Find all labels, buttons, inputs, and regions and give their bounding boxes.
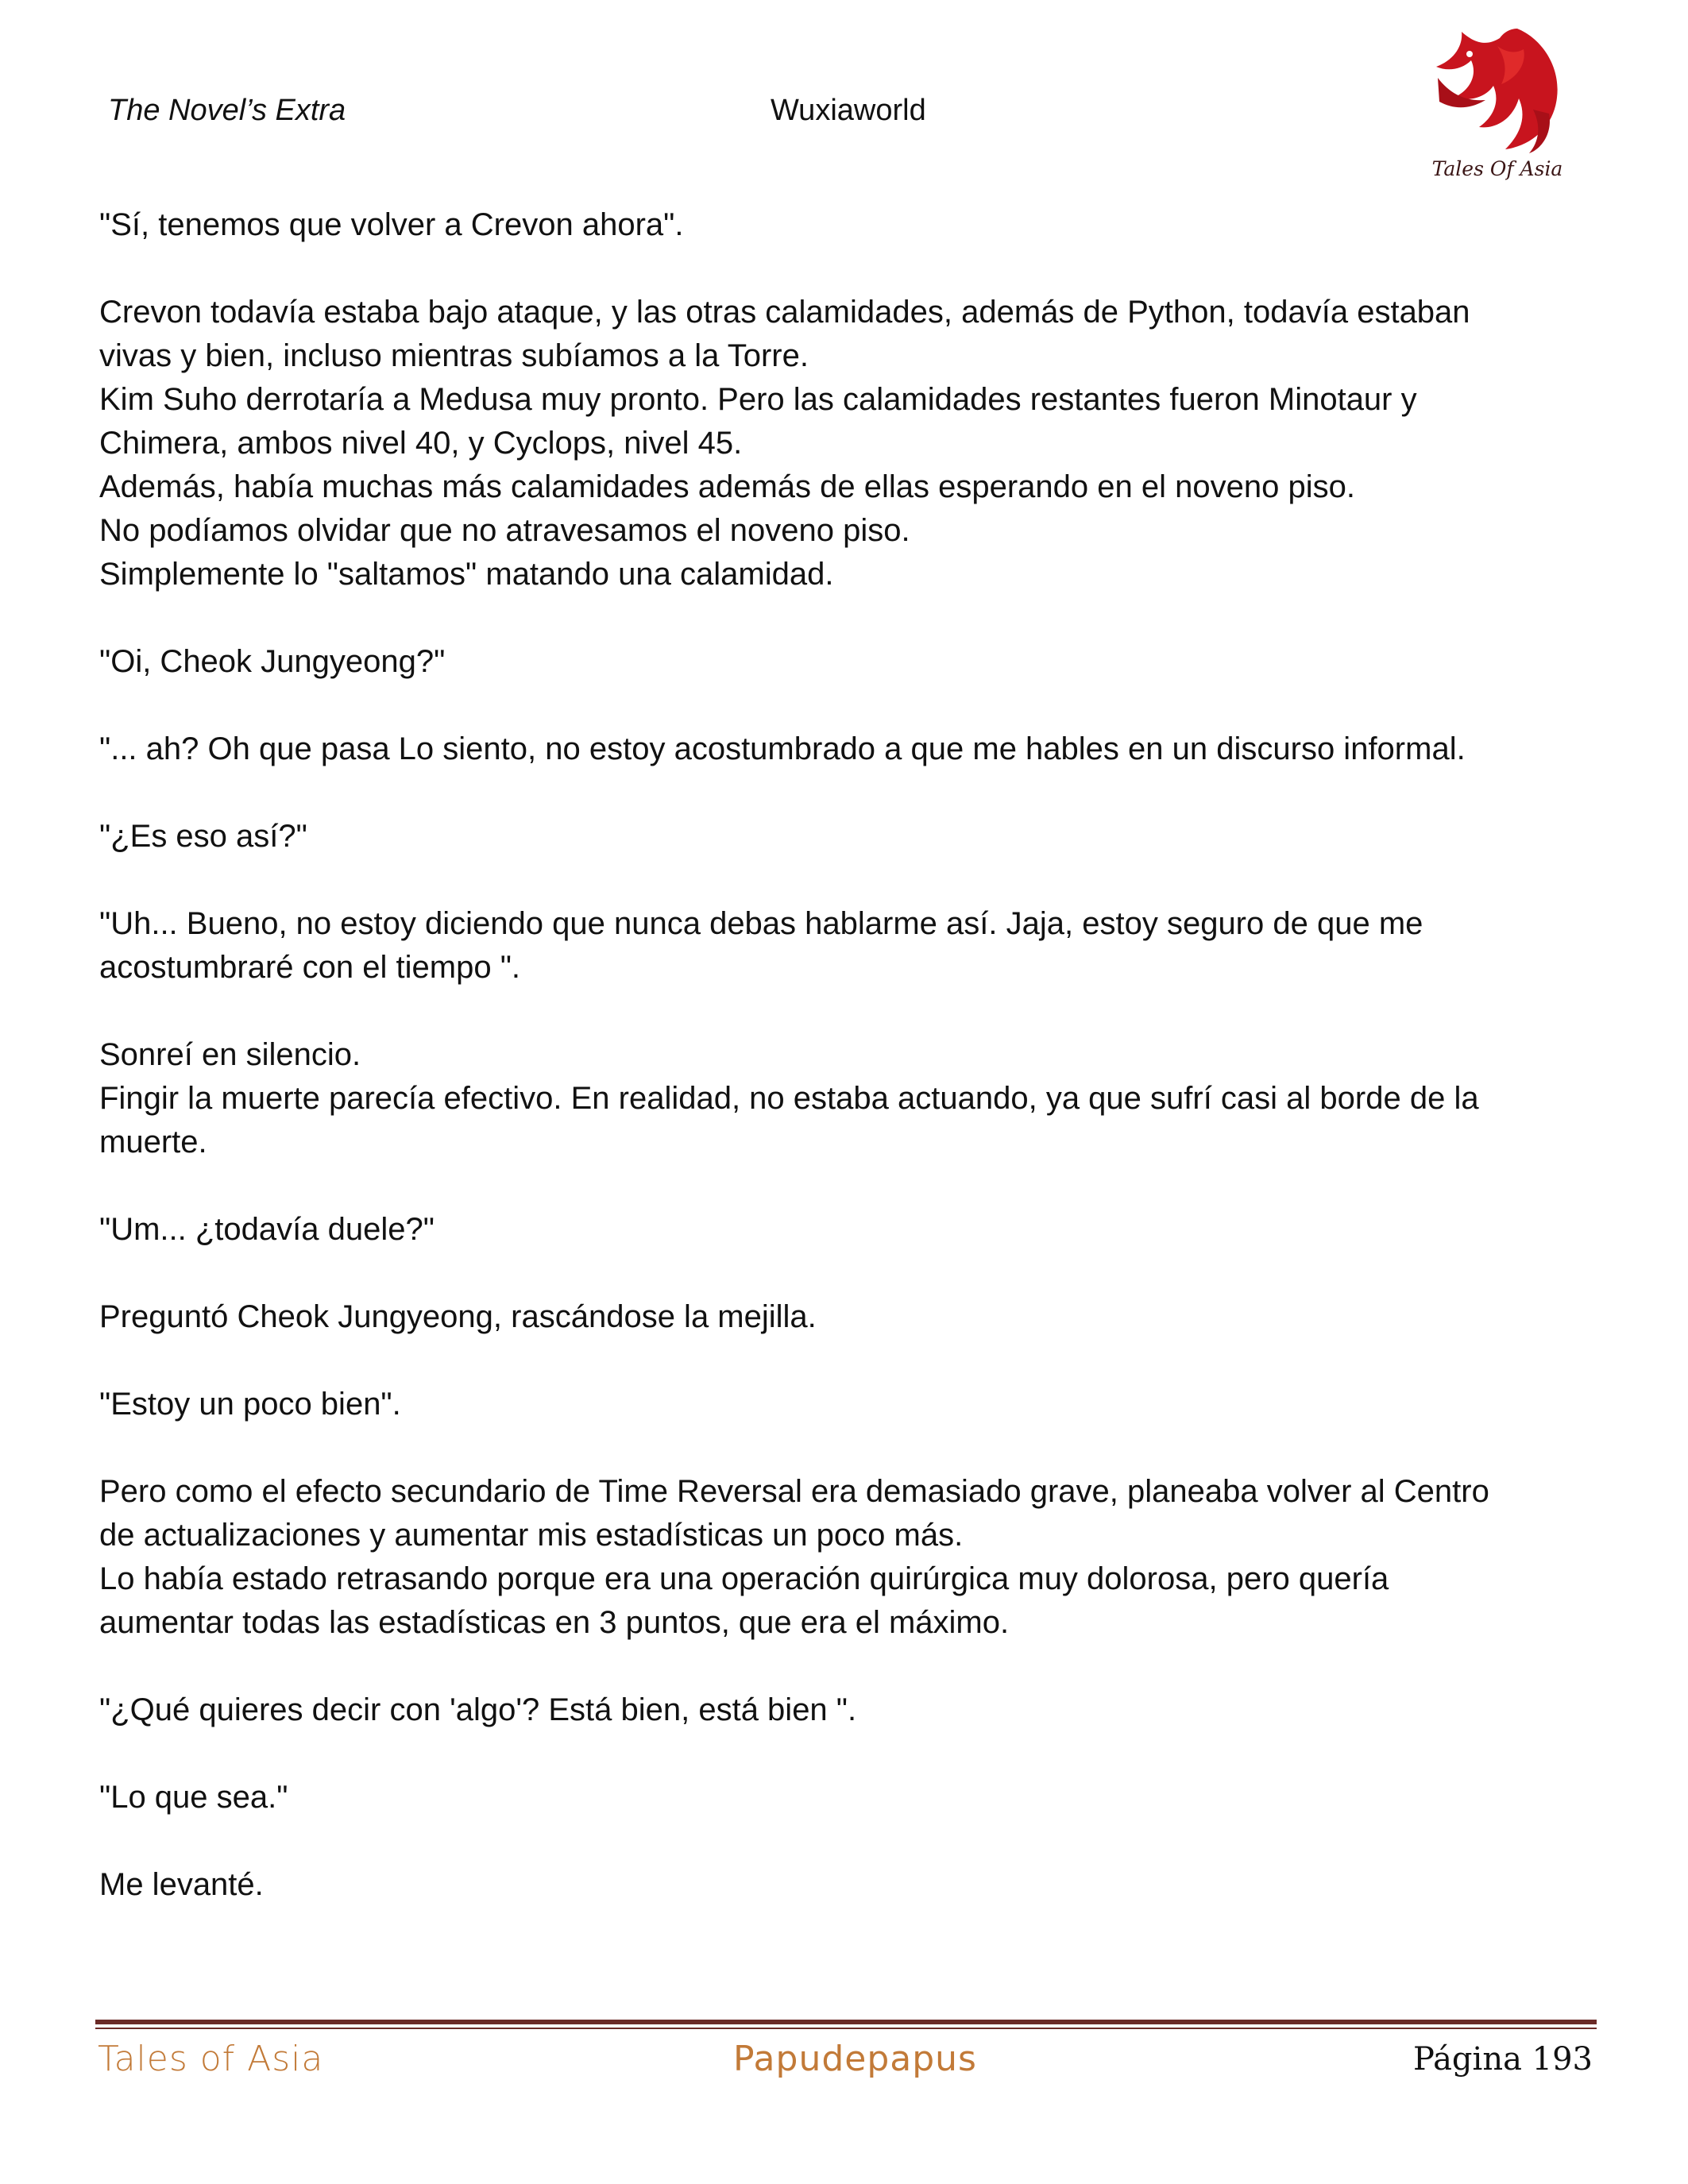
text-line: Fingir la muerte parecía efectivo. En realidad, no estaba actuando, ya que sufrí casi al borde de la xyxy=(99,1081,1479,1116)
paragraph-gap xyxy=(99,1252,1561,1295)
text-line: No podíamos olvidar que no atravesamos el noveno piso. xyxy=(99,513,910,548)
paragraph-gap xyxy=(99,247,1561,291)
paragraph-gap xyxy=(99,684,1561,727)
paragraph-gap xyxy=(99,1164,1561,1208)
text-line: Me levanté. xyxy=(99,1867,264,1902)
text-line: acostumbraré con el tiempo ". xyxy=(99,950,520,985)
footer-translator: Papudepapus xyxy=(733,2039,977,2079)
paragraph-gap xyxy=(99,1426,1561,1470)
text-line: Crevon todavía estaba bajo ataque, y las otras calamidades, además de Python, todavía estaban xyxy=(99,295,1470,330)
page-number: Página 193 xyxy=(1412,2041,1593,2078)
paragraph-gap xyxy=(99,1732,1561,1776)
text-line: "Um... ¿todavía duele?" xyxy=(99,1212,435,1247)
text-line: "Lo que sea." xyxy=(99,1780,288,1815)
text-line: de actualizaciones y aumentar mis estadísticas un poco más. xyxy=(99,1518,964,1553)
paragraph-gap xyxy=(99,990,1561,1033)
text-line: "Oi, Cheok Jungyeong?" xyxy=(99,644,446,679)
paragraph-gap xyxy=(99,1645,1561,1688)
text-line: "Estoy un poco bien". xyxy=(99,1387,401,1422)
footer-rule-thin xyxy=(95,2028,1597,2029)
text-line: Lo había estado retrasando porque era una operación quirúrgica muy dolorosa, pero quería xyxy=(99,1561,1389,1596)
dragon-logo-icon xyxy=(1422,22,1573,161)
footer-left-text: Tales of Asia xyxy=(98,2039,324,2079)
paragraph-gap xyxy=(99,1819,1561,1863)
paragraph-gap xyxy=(99,596,1561,640)
text-line: "¿Qué quieres decir con 'algo'? Está bien, está bien ". xyxy=(99,1692,857,1727)
text-line: "... ah? Oh que pasa Lo siento, no estoy acostumbrado a que me hables en un discurso informal. xyxy=(99,731,1466,766)
text-line: Pero como el efecto secundario de Time Reversal era demasiado grave, planeaba volver al Centro xyxy=(99,1474,1489,1509)
footer-rule xyxy=(95,2020,1597,2024)
logo-text: Tales Of Asia xyxy=(1431,157,1563,180)
chapter-body xyxy=(99,203,1561,1907)
text-line: Sonreí en silencio. xyxy=(99,1037,361,1072)
text-line: "¿Es eso así?" xyxy=(99,819,307,854)
header-site: Wuxiaworld xyxy=(771,94,926,127)
text-line: aumentar todas las estadísticas en 3 puntos, que era el máximo. xyxy=(99,1605,1010,1640)
paragraph-gap xyxy=(99,771,1561,815)
tales-of-asia-logo xyxy=(1422,22,1573,189)
text-line: Chimera, ambos nivel 40, y Cyclops, nivel 45. xyxy=(99,426,743,461)
text-line: Kim Suho derrotaría a Medusa muy pronto. Pero las calamidades restantes fueron Minotaur y xyxy=(99,382,1417,417)
text-line: Simplemente lo "saltamos" matando una calamidad. xyxy=(99,557,834,592)
text-line: Además, había muchas más calamidades además de ellas esperando en el noveno piso. xyxy=(99,469,1355,504)
text-line: "Uh... Bueno, no estoy diciendo que nunca debas hablarme así. Jaja, estoy seguro de que me xyxy=(99,906,1423,941)
header-title: The Novel’s Extra xyxy=(108,94,346,127)
paragraph-gap xyxy=(99,1339,1561,1383)
text-line: "Sí, tenemos que volver a Crevon ahora". xyxy=(99,207,684,242)
paragraph-gap xyxy=(99,859,1561,902)
text-line: muerte. xyxy=(99,1125,207,1160)
text-line: Preguntó Cheok Jungyeong, rascándose la mejilla. xyxy=(99,1299,817,1334)
text-line: vivas y bien, incluso mientras subíamos a la Torre. xyxy=(99,338,809,373)
